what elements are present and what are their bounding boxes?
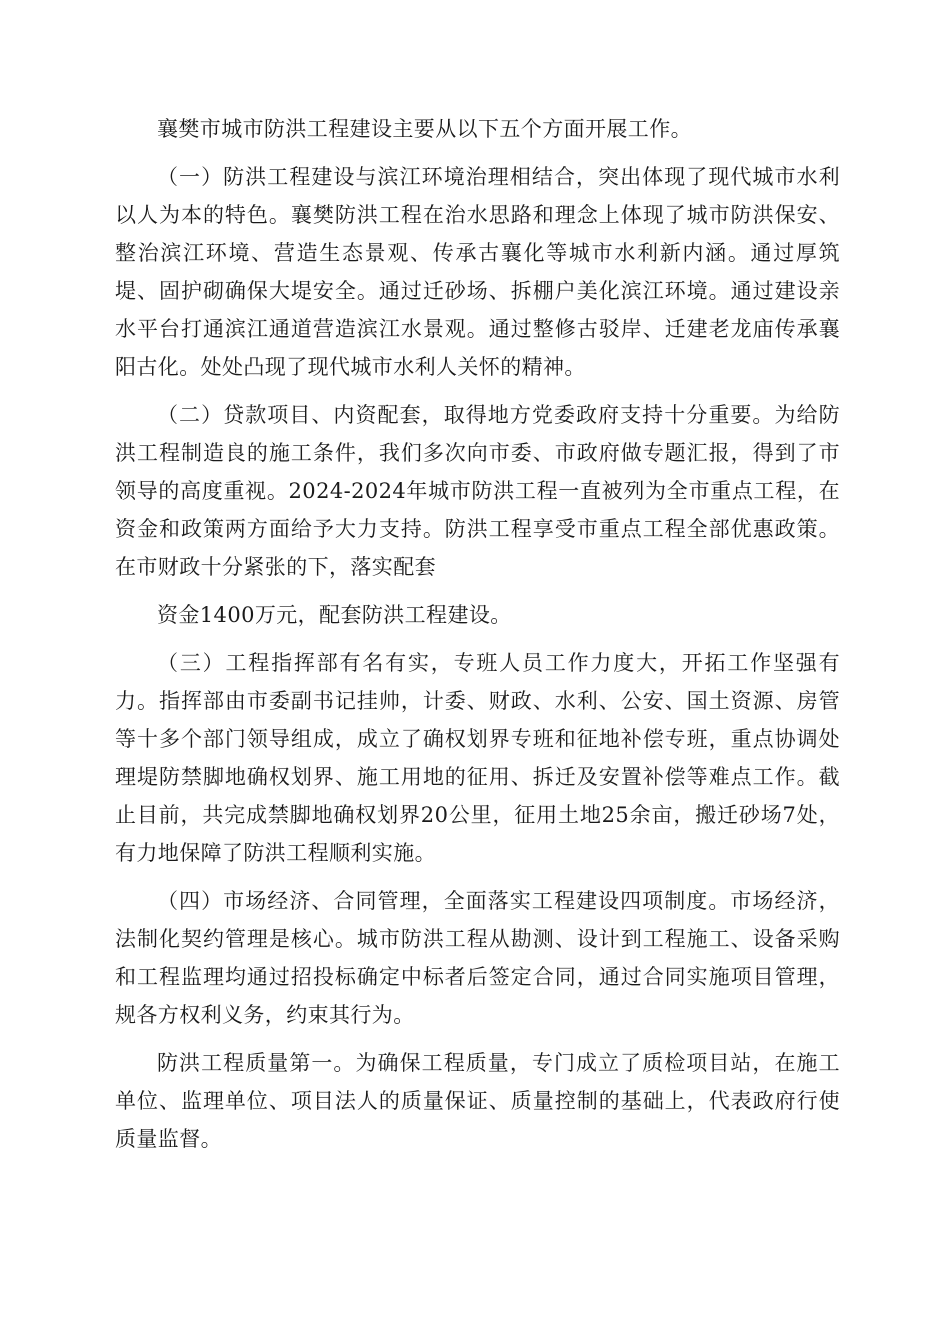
paragraph-section-2-continued: 资金1400万元，配套防洪工程建设。 (157, 603, 512, 627)
paragraph-section-2: （二）贷款项目、内资配套，取得地方党委政府支持十分重要。为给防洪工程制造良的施工条件，我们多次向市委、市政府做专题汇报，得到了市领导的高度重视。2024-2024年城市防洪工程一直被列为全市重点工程，在资金和政策两方面给予大力支持。防洪工程享受市重点工程全部优惠政策。在市财政十分紧张的下，落实配套 (115, 403, 840, 579)
document-body (115, 110, 840, 1168)
paragraph-intro: 襄樊市城市防洪工程建设主要从以下五个方面开展工作。 (157, 117, 692, 141)
paragraph-section-3: （三）工程指挥部有名有实，专班人员工作力度大，开拓工作坚强有力。指挥部由市委副书记挂帅，计委、财政、水利、公安、国土资源、房管等十多个部门领导组成，成立了确权划界专班和征地补偿专班，重点协调处理堤防禁脚地确权划界、施工用地的征用、拆迁及安置补偿等难点工作。截止目前，共完成禁脚地确权划界20公里，征用土地25余亩，搬迁砂场7处，有力地保障了防洪工程顺利实施。 (115, 651, 840, 865)
paragraph-section-1: （一）防洪工程建设与滨江环境治理相结合，突出体现了现代城市水利以人为本的特色。襄樊防洪工程在治水思路和理念上体现了城市防洪保安、整治滨江环境、营造生态景观、传承古襄化等城市水利新内涵。通过厚筑堤、固护砌确保大堤安全。通过迁砂场、拆棚户美化滨江环境。通过建设亲水平台打通滨江通道营造滨江水景观。通过整修古驳岸、迁建老龙庙传承襄阳古化。处处凸现了现代城市水利人关怀的精神。 (115, 165, 840, 379)
paragraph-quality: 防洪工程质量第一。为确保工程质量，专门成立了质检项目站，在施工单位、监理单位、项目法人的质量保证、质量控制的基础上，代表政府行使质量监督。 (115, 1051, 840, 1151)
paragraph-section-4: （四）市场经济、合同管理，全面落实工程建设四项制度。市场经济，法制化契约管理是核心。城市防洪工程从勘测、设计到工程施工、设备采购和工程监理均通过招投标确定中标者后签定合同，通过合同实施项目管理，规各方权利义务，约束其行为。 (115, 889, 840, 1027)
